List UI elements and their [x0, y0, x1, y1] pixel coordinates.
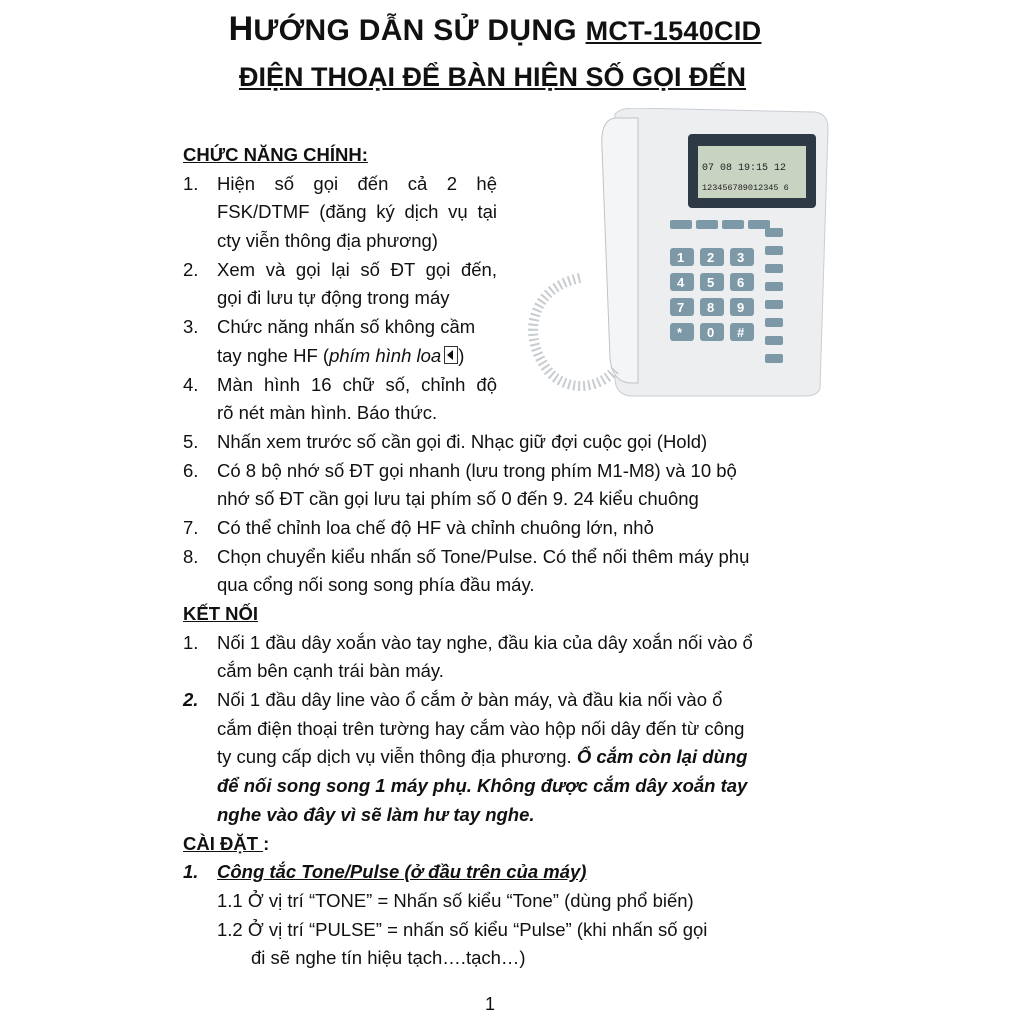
- line-text: [217, 313, 475, 342]
- text-segment: Nối 1 đầu dây line vào ổ cắm ở bàn máy, và đầu kia nối vào ổ: [217, 689, 723, 711]
- text-segment: FSK/DTMF (đăng ký dịch vụ tại: [217, 201, 497, 223]
- line-text: [217, 571, 534, 600]
- text-segment: CHỨC NĂNG CHÍNH:: [183, 144, 368, 165]
- key-label: 0: [707, 325, 715, 340]
- text-line: [183, 571, 823, 600]
- lcd-line1: 07 08 19:15 12: [702, 163, 787, 174]
- line-text: [217, 514, 654, 543]
- text-segment: Có 8 bộ nhớ số ĐT gọi nhanh (lưu trong phím M1-M8) và 10 bộ: [217, 459, 737, 481]
- key-label: 9: [737, 300, 745, 315]
- line-text: [217, 198, 497, 227]
- line-text: [217, 629, 753, 658]
- text-segment: 1.1 Ở vị trí “TONE” = Nhấn số kiểu “Tone” (dùng phổ biến): [217, 889, 694, 911]
- line-text: [217, 342, 464, 371]
- text-line: [183, 944, 823, 973]
- list-number: 7.: [183, 516, 199, 538]
- text-line: [183, 342, 823, 371]
- text-line: [183, 170, 823, 199]
- text-line: [183, 801, 823, 830]
- text-segment: cắm điện thoại trên tường hay cắm vào hộp nối dây đến từ công: [217, 717, 745, 739]
- text-line: [183, 543, 823, 572]
- title-initial: H: [228, 10, 254, 48]
- page-number: 1: [484, 994, 495, 1014]
- list-number: 1.: [183, 861, 199, 883]
- text-segment: ty cung cấp dịch vụ viễn thông địa phương.: [217, 746, 577, 768]
- key-label: 1: [677, 250, 685, 265]
- text-line: [183, 887, 823, 916]
- text-line: [183, 686, 823, 715]
- text-segment: gọi đi lưu tự động trong máy: [217, 287, 450, 309]
- text-segment: đi sẽ nghe tín hiệu tạch….tạch…): [251, 947, 526, 969]
- line-text: [183, 144, 368, 165]
- text-segment: Nhấn xem trước số cần gọi đi. Nhạc giữ đợi cuộc gọi (Hold): [217, 430, 708, 452]
- line-text: [217, 485, 699, 514]
- model-number: MCT-1540CID: [585, 16, 762, 46]
- key-label: 8: [707, 300, 715, 315]
- text-segment: KẾT NỐI: [183, 603, 259, 624]
- text-segment: Hiện số gọi đến cả 2 hệ: [217, 172, 497, 194]
- text-line: [183, 485, 823, 514]
- text-segment: rõ nét màn hình. Báo thức.: [217, 402, 438, 424]
- line-text: [217, 772, 747, 801]
- section-heading: [183, 141, 823, 170]
- line-text: [183, 833, 269, 854]
- text-segment: :: [263, 832, 270, 854]
- text-segment: nghe vào đây vì sẽ làm hư tay nghe.: [217, 803, 535, 825]
- document-title: [0, 10, 990, 49]
- line-text: [217, 743, 747, 772]
- list-number: 2.: [183, 258, 199, 280]
- text-segment: tay nghe HF (: [217, 344, 330, 366]
- line-text: [217, 227, 438, 256]
- list-number: 3.: [183, 316, 199, 338]
- text-segment: Nối 1 đầu dây xoắn vào tay nghe, đầu kia của dây xoắn nối vào ổ: [217, 631, 753, 653]
- line-text: [217, 686, 722, 715]
- text-segment: Có thể chỉnh loa chế độ HF và chỉnh chuông lớn, nhỏ: [217, 516, 654, 538]
- line-text: [183, 603, 258, 624]
- document-body: [183, 141, 823, 973]
- text-segment: để nối song song 1 máy phụ. Không được cắm dây xoắn tay: [217, 775, 748, 797]
- text-line: [183, 629, 823, 658]
- line-text: [217, 371, 497, 400]
- text-line: [183, 371, 823, 400]
- text-segment: 1.2 Ở vị trí “PULSE” = nhấn số kiểu “Pulse” (khi nhấn số gọi: [217, 918, 708, 940]
- line-text: [217, 657, 444, 686]
- text-segment: phím hình loa: [329, 344, 442, 366]
- key-label: 2: [707, 250, 715, 265]
- line-text: [217, 543, 749, 572]
- list-number: 4.: [183, 373, 199, 395]
- line-text: [217, 858, 586, 887]
- list-number: 2.: [183, 689, 199, 711]
- text-line: [183, 514, 823, 543]
- text-segment: cty viễn thông địa phương): [217, 230, 438, 252]
- text-line: [183, 227, 823, 256]
- text-line: [183, 457, 823, 486]
- text-line: [183, 715, 823, 744]
- text-segment: nhớ số ĐT cần gọi lưu tại phím số 0 đến 9. 24 kiểu chuông: [217, 488, 699, 510]
- key-label: 3: [737, 250, 745, 265]
- text-segment: qua cổng nối song song phía đầu máy.: [217, 574, 535, 596]
- list-number: 6.: [183, 459, 199, 481]
- text-segment: Màn hình 16 chữ số, chỉnh độ: [217, 373, 497, 395]
- text-line: [183, 772, 823, 801]
- key-label: 4: [677, 275, 685, 290]
- line-text: [251, 944, 526, 973]
- text-segment: ): [458, 344, 465, 366]
- section-heading: [183, 830, 823, 859]
- text-segment: cắm bên cạnh trái bàn máy.: [217, 660, 444, 682]
- line-text: [217, 256, 497, 285]
- speaker-icon: [444, 346, 458, 364]
- text-line: [183, 858, 823, 887]
- line-text: [217, 428, 707, 457]
- text-line: [183, 284, 823, 313]
- text-line: [183, 657, 823, 686]
- text-segment: CÀI ĐẶT: [183, 832, 264, 854]
- text-line: [183, 313, 823, 342]
- line-text: [217, 284, 450, 313]
- text-line: [183, 743, 823, 772]
- text-segment: Chọn chuyển kiểu nhấn số Tone/Pulse. Có thể nối thêm máy phụ: [217, 545, 750, 567]
- line-text: [217, 887, 694, 916]
- key-label: #: [737, 325, 745, 340]
- lcd-line2: 123456789012345 6: [702, 183, 789, 193]
- text-line: [183, 198, 823, 227]
- key-label: 7: [677, 300, 685, 315]
- text-line: [183, 256, 823, 285]
- title-text: ƯỚNG DẪN SỬ DỤNG: [253, 14, 586, 47]
- line-text: [217, 399, 437, 428]
- key-label: *: [677, 325, 683, 340]
- line-text: [217, 916, 707, 945]
- line-text: [217, 457, 737, 486]
- document-subtitle: ĐIỆN THOẠI ĐỂ BÀN HIỆN SỐ GỌI ĐẾN: [238, 62, 747, 92]
- key-label: 5: [707, 275, 715, 290]
- line-text: [217, 715, 744, 744]
- line-text: [217, 170, 497, 199]
- text-line: [183, 428, 823, 457]
- section-heading: [183, 600, 823, 629]
- text-segment: Công tắc Tone/Pulse (ở đầu trên của máy): [217, 861, 587, 883]
- key-label: 6: [737, 275, 745, 290]
- list-number: 1.: [183, 172, 199, 194]
- list-number: 1.: [183, 631, 199, 653]
- text-segment: Ổ cắm còn lại dùng: [576, 746, 748, 768]
- list-number: 5.: [183, 430, 199, 452]
- list-number: 8.: [183, 545, 199, 567]
- text-line: [183, 916, 823, 945]
- text-line: [183, 399, 823, 428]
- text-segment: Chức năng nhấn số không cầm: [217, 316, 476, 338]
- text-segment: Xem và gọi lại số ĐT gọi đến,: [217, 258, 497, 280]
- line-text: [217, 801, 535, 830]
